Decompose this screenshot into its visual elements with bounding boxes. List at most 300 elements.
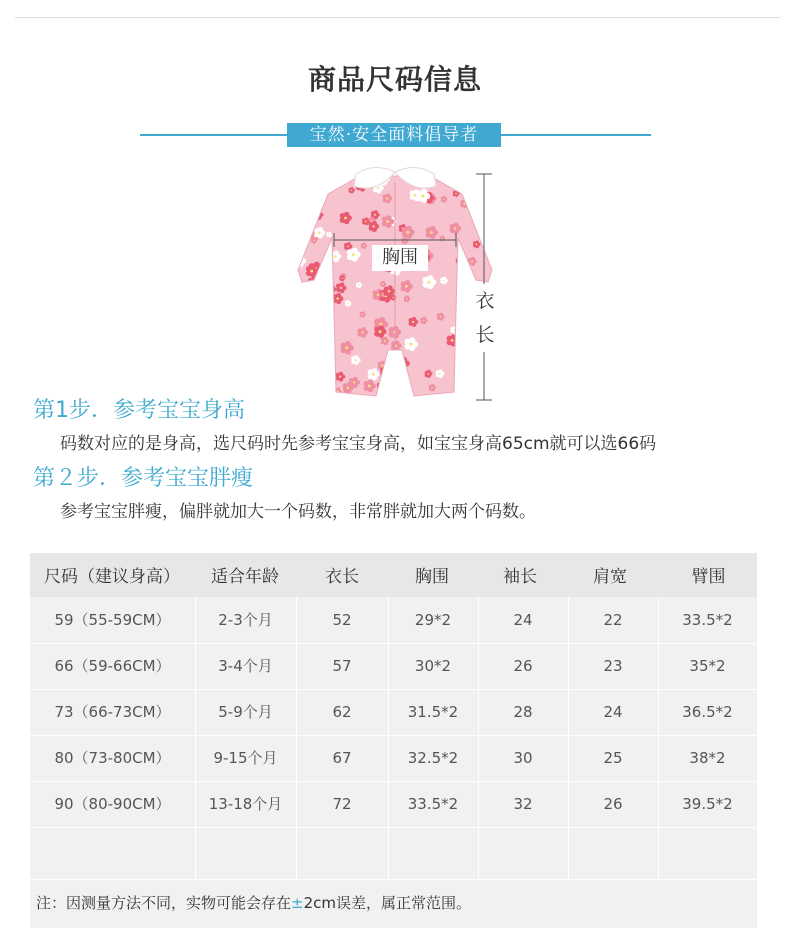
flower-petal <box>334 251 339 256</box>
flower-petal <box>458 258 461 261</box>
cell-age: 2-3个月 <box>218 611 273 629</box>
flower-center <box>317 162 320 165</box>
flower-petal <box>310 354 316 360</box>
flower-center <box>381 364 383 366</box>
flower-petal <box>476 241 479 244</box>
flower-center <box>403 401 406 404</box>
flower-center <box>318 232 321 235</box>
flower-petal <box>292 347 299 354</box>
flower-petal <box>323 169 326 172</box>
flower-petal <box>290 280 293 284</box>
cell-arm: 38*2 <box>689 749 726 767</box>
flower-center <box>315 337 318 340</box>
flower-petal <box>325 321 328 324</box>
flower-petal <box>406 296 409 299</box>
flower-petal <box>403 163 407 167</box>
flower-petal <box>292 352 299 359</box>
flower-petal <box>456 306 461 311</box>
flower-petal <box>296 195 301 200</box>
flower-petal <box>466 341 471 346</box>
flower-petal <box>323 162 329 168</box>
flower-petal <box>475 388 479 392</box>
cell-arm: 36.5*2 <box>682 703 733 721</box>
flower-petal <box>488 235 494 241</box>
flower-petal <box>463 344 468 349</box>
flower-petal <box>362 311 365 314</box>
flower-center <box>460 309 462 311</box>
flower-petal <box>488 227 494 233</box>
flower-petal <box>492 398 496 402</box>
flower-petal <box>313 361 319 367</box>
flower-center <box>488 233 491 236</box>
flower-petal <box>488 175 494 181</box>
flower-center <box>306 194 308 196</box>
flower-petal <box>421 189 427 195</box>
flower-center <box>437 163 438 164</box>
flower-center <box>406 165 408 167</box>
flower-petal <box>491 357 497 363</box>
flower-petal <box>316 364 322 370</box>
flower-petal <box>314 355 320 361</box>
flower-petal <box>363 243 366 246</box>
flower-center <box>379 330 382 333</box>
flower-petal <box>397 358 403 364</box>
flower-petal <box>409 337 415 343</box>
flower-petal <box>494 401 498 405</box>
flower-petal <box>489 235 493 239</box>
flower-petal <box>319 335 324 340</box>
measurement-note <box>36 892 471 913</box>
flower-petal <box>313 337 318 342</box>
chest-label: 胸围 <box>372 245 428 271</box>
flower-petal <box>294 245 299 250</box>
flower-center <box>463 203 465 205</box>
flower-petal <box>290 193 295 198</box>
flower-petal <box>341 275 344 278</box>
flower-petal <box>378 325 384 331</box>
flower-petal <box>380 396 386 402</box>
flower-petal <box>467 339 472 344</box>
flower-petal <box>318 201 322 205</box>
flower-petal <box>325 402 329 405</box>
flower-petal <box>344 212 350 218</box>
flower-petal <box>372 368 377 373</box>
flower-petal <box>385 370 389 374</box>
flower-petal <box>300 245 304 249</box>
flower-petal <box>386 215 392 221</box>
flower-petal <box>490 379 493 382</box>
flower-petal <box>456 327 459 330</box>
flower-petal <box>309 213 315 219</box>
flower-center <box>325 354 327 356</box>
flower-center <box>328 320 330 322</box>
flower-petal <box>290 395 291 400</box>
cell-sleeve: 32 <box>513 795 533 813</box>
flower-petal <box>309 366 315 372</box>
flower-petal <box>327 353 332 358</box>
flower-petal <box>486 160 490 164</box>
flower-petal <box>304 211 310 217</box>
flower-center <box>463 400 466 403</box>
flower-petal <box>403 397 408 402</box>
flower-petal <box>328 232 331 235</box>
flower-petal <box>328 289 332 293</box>
flower-petal <box>494 353 500 359</box>
flower-petal <box>316 164 322 170</box>
flower-center <box>439 373 441 375</box>
flower-petal <box>489 240 493 244</box>
flower-petal <box>300 244 303 247</box>
header-age: 适合年龄 <box>211 567 279 587</box>
flower-center <box>306 375 307 376</box>
flower-petal <box>331 285 335 289</box>
flower-petal <box>486 368 492 374</box>
flower-petal <box>302 197 305 200</box>
flower-center <box>290 278 291 280</box>
flower-petal <box>462 337 467 342</box>
flower-petal <box>306 196 309 199</box>
flower-petal <box>358 282 361 285</box>
flower-petal <box>319 160 325 166</box>
flower-center <box>430 231 433 234</box>
cell-shoulder: 23 <box>603 657 623 675</box>
flower-petal <box>320 167 326 173</box>
flower-petal <box>290 394 294 399</box>
flower-petal <box>495 177 500 183</box>
flower-petal <box>310 265 316 271</box>
flower-petal <box>354 355 358 359</box>
top-divider <box>15 17 780 18</box>
flower-petal <box>412 317 416 321</box>
flower-petal <box>295 299 300 304</box>
length-label-char-2: 长 <box>475 324 495 346</box>
header-chest: 胸围 <box>415 567 449 587</box>
flower-petal <box>401 390 404 393</box>
flower-petal <box>293 230 298 235</box>
flower-petal <box>467 296 471 300</box>
flower-petal <box>318 227 323 232</box>
flower-petal <box>458 328 461 331</box>
flower-petal <box>290 274 293 278</box>
flower-petal <box>293 237 298 242</box>
flower-center <box>325 171 328 174</box>
flower-petal <box>462 402 468 405</box>
cell-arm: 39.5*2 <box>682 795 733 813</box>
flower-petal <box>297 246 301 250</box>
flower-center <box>443 280 445 282</box>
flower-petal <box>496 160 499 163</box>
grid-line <box>30 827 757 828</box>
flower-petal <box>435 161 438 164</box>
flower-center <box>300 245 302 247</box>
flower-petal <box>454 223 459 228</box>
flower-center <box>309 211 312 214</box>
flower-petal <box>325 165 331 171</box>
flower-petal <box>336 293 341 298</box>
cell-shoulder: 24 <box>603 703 623 721</box>
flower-petal <box>325 170 328 173</box>
flower-petal <box>313 333 318 338</box>
cell-chest: 31.5*2 <box>407 703 459 721</box>
flower-petal <box>399 398 404 403</box>
flower-petal <box>295 292 300 297</box>
flower-petal <box>462 343 467 348</box>
flower-petal <box>316 160 322 162</box>
flower-petal <box>399 402 404 405</box>
flower-petal <box>471 257 475 261</box>
flower-petal <box>439 369 443 373</box>
flower-petal <box>462 393 466 397</box>
cell-sleeve: 28 <box>513 703 533 721</box>
flower-petal <box>328 169 334 175</box>
flower-petal <box>340 282 345 287</box>
flower-petal <box>325 166 328 169</box>
flower-petal <box>300 350 307 357</box>
flower-petal <box>292 217 295 220</box>
flower-center <box>345 346 348 349</box>
flower-petal <box>459 338 464 343</box>
flower-petal <box>427 160 429 162</box>
flower-petal <box>309 362 315 368</box>
flower-center <box>351 190 352 191</box>
flower-petal <box>359 164 362 167</box>
flower-center <box>493 179 496 182</box>
flower-center <box>458 260 459 261</box>
flower-center <box>347 303 348 304</box>
flower-center <box>377 187 379 189</box>
flower-petal <box>361 327 366 332</box>
flower-petal <box>387 394 393 400</box>
flower-center <box>334 255 337 258</box>
flower-petal <box>305 376 308 379</box>
flower-petal <box>405 162 409 166</box>
flower-petal <box>427 162 429 164</box>
flower-petal <box>486 355 492 361</box>
flower-center <box>431 387 433 389</box>
flower-petal <box>304 193 307 196</box>
flower-petal <box>293 219 296 222</box>
flower-petal <box>430 226 436 232</box>
flower-center <box>329 234 330 235</box>
flower-petal <box>463 340 468 345</box>
flower-petal <box>456 310 461 315</box>
flower-center <box>344 217 347 220</box>
cell-chest: 32.5*2 <box>407 749 459 767</box>
flower-petal <box>314 211 318 215</box>
flower-petal <box>351 402 353 404</box>
flower-center <box>294 243 296 245</box>
flower-center <box>427 281 430 284</box>
cell-size: 59（55-59CM） <box>54 611 171 629</box>
flower-petal <box>292 221 295 224</box>
flower-petal <box>374 210 378 214</box>
flower-center <box>358 284 359 285</box>
flower-petal <box>443 196 446 199</box>
flower-petal <box>493 181 499 187</box>
flower-center <box>383 371 385 373</box>
flower-center <box>385 395 388 398</box>
flower-petal <box>464 337 469 342</box>
flower-petal <box>462 395 468 401</box>
flower-center <box>427 373 429 375</box>
flower-petal <box>300 247 303 250</box>
flower-center <box>352 253 355 256</box>
cell-length: 72 <box>332 795 352 813</box>
cell-shoulder: 26 <box>603 795 623 813</box>
flower-petal <box>486 160 490 161</box>
cell-shoulder: 22 <box>603 611 623 629</box>
note-suffix: 2cm误差，属正常范围。 <box>303 894 471 912</box>
flower-center <box>304 199 305 200</box>
flower-petal <box>347 300 350 303</box>
flower-petal <box>304 196 307 199</box>
flower-petal <box>384 374 389 379</box>
flower-petal <box>311 282 315 286</box>
flower-center <box>386 197 388 199</box>
flower-petal <box>317 338 322 343</box>
flower-petal <box>381 384 384 387</box>
flower-petal <box>491 238 495 242</box>
flower-petal <box>290 220 293 223</box>
header-arm: 臂围 <box>691 567 726 587</box>
flower-center <box>292 219 293 220</box>
flower-petal <box>384 398 390 404</box>
flower-petal <box>370 217 374 221</box>
flower-petal <box>405 280 411 286</box>
flower-center <box>290 398 292 401</box>
flower-petal <box>309 206 315 212</box>
flower-petal <box>472 392 476 396</box>
flower-petal <box>297 223 301 227</box>
flower-petal <box>427 275 433 281</box>
flower-center <box>361 331 363 333</box>
cell-arm: 33.5*2 <box>682 611 733 629</box>
flower-petal <box>327 399 331 403</box>
flower-center <box>363 245 364 246</box>
flower-petal <box>359 167 362 170</box>
flower-center <box>362 314 363 315</box>
flower-center <box>325 400 327 402</box>
flower-petal <box>339 372 343 376</box>
flower-petal <box>320 197 324 201</box>
flower-petal <box>437 164 440 167</box>
flower-petal <box>486 236 490 240</box>
flower-petal <box>292 397 297 402</box>
flower-center <box>462 341 464 343</box>
flower-center <box>314 366 317 369</box>
flower-center <box>312 281 314 283</box>
flower-petal <box>304 200 307 203</box>
flower-petal <box>398 389 401 392</box>
cell-length: 67 <box>332 749 352 767</box>
page-title: 商品尺码信息 <box>307 63 482 96</box>
flower-petal <box>357 164 360 167</box>
flower-petal <box>291 298 296 303</box>
flower-petal <box>441 236 444 239</box>
flower-center <box>443 199 444 200</box>
flower-petal <box>403 403 408 405</box>
flower-petal <box>305 198 308 201</box>
brand-banner: 宝然·安全面料倡导者 <box>287 123 501 147</box>
flower-petal <box>345 341 351 347</box>
note-prefix: 注：因测量方法不同，实物可能会存在 <box>36 894 292 912</box>
flower-center <box>495 161 496 162</box>
flower-petal <box>460 343 465 348</box>
flower-petal <box>435 163 438 166</box>
flower-petal <box>295 256 300 261</box>
flower-petal <box>319 160 325 166</box>
flower-petal <box>493 160 496 162</box>
flower-petal <box>440 313 444 317</box>
flower-petal <box>317 351 323 357</box>
cell-chest: 33.5*2 <box>407 795 459 813</box>
flower-petal <box>294 239 299 244</box>
flower-petal <box>301 244 305 248</box>
flower-center <box>325 169 326 170</box>
flower-petal <box>425 160 427 162</box>
flower-petal <box>312 163 318 169</box>
flower-center <box>382 283 383 284</box>
flower-petal <box>290 399 291 404</box>
flower-petal <box>406 226 412 232</box>
flower-petal <box>315 339 321 345</box>
flower-petal <box>379 317 385 323</box>
flower-petal <box>325 397 329 401</box>
flower-center <box>475 391 477 393</box>
flower-petal <box>328 322 331 325</box>
flower-center <box>406 231 409 234</box>
flower-petal <box>347 242 351 246</box>
flower-petal <box>290 218 293 221</box>
step-1-title: 第1步．参考宝宝身高 <box>33 398 245 423</box>
flower-petal <box>462 308 467 313</box>
flower-center <box>384 340 386 342</box>
flower-petal <box>437 160 440 163</box>
flower-petal <box>384 368 389 373</box>
cell-length: 52 <box>332 611 352 629</box>
flower-petal <box>465 394 469 398</box>
flower-center <box>471 261 473 263</box>
flower-center <box>313 240 314 241</box>
cell-age: 3-4个月 <box>218 657 273 675</box>
flower-petal <box>291 293 296 298</box>
flower-petal <box>297 354 304 361</box>
flower-center <box>320 200 322 202</box>
flower-petal <box>295 261 300 266</box>
flower-center <box>294 197 297 200</box>
flower-petal <box>459 260 462 263</box>
flower-petal <box>325 173 331 179</box>
flower-center <box>406 298 407 299</box>
flower-petal <box>493 161 496 164</box>
flower-petal <box>304 195 307 198</box>
flower-petal <box>324 356 329 361</box>
flower-petal <box>344 394 346 396</box>
flower-petal <box>294 199 299 204</box>
flower-petal <box>486 239 490 243</box>
flower-center <box>491 354 494 357</box>
flower-petal <box>297 295 302 300</box>
flower-petal <box>494 397 498 401</box>
flower-petal <box>388 285 393 290</box>
flower-petal <box>297 346 304 353</box>
flower-petal <box>490 231 496 237</box>
flower-center <box>455 193 457 195</box>
flower-center <box>336 297 338 299</box>
flower-center <box>490 239 492 241</box>
flower-petal <box>495 160 498 161</box>
length-label-char-1: 衣 <box>475 290 495 312</box>
